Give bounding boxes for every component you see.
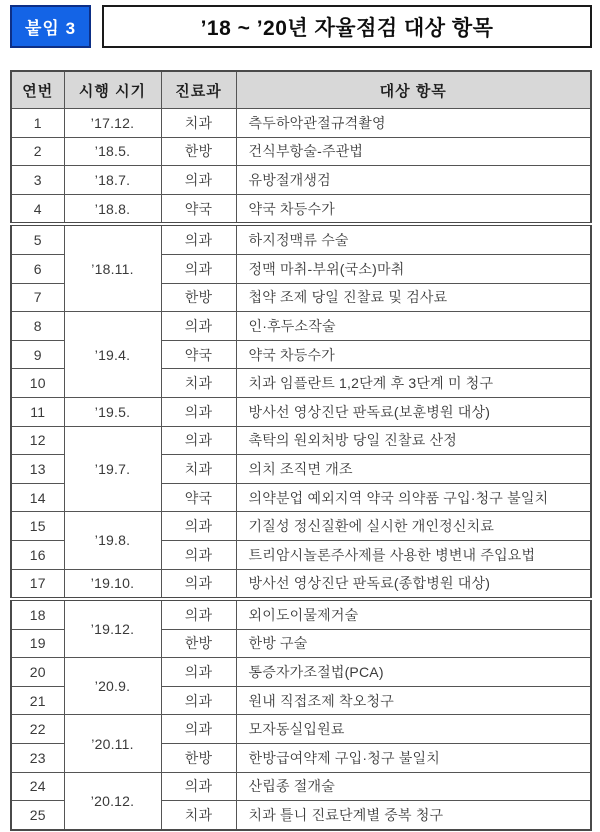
cell-item: 측두하악관절규격촬영 bbox=[236, 109, 591, 138]
cell-no: 7 bbox=[11, 283, 64, 312]
cell-dept: 의과 bbox=[161, 512, 236, 541]
cell-item: 모자동실입원료 bbox=[236, 715, 591, 744]
cell-item: 정맥 마취-부위(국소)마취 bbox=[236, 254, 591, 283]
cell-dept: 의과 bbox=[161, 540, 236, 569]
cell-period: ’17.12. bbox=[64, 109, 161, 138]
column-header-dept: 진료과 bbox=[161, 71, 236, 109]
cell-no: 17 bbox=[11, 569, 64, 599]
cell-dept: 의과 bbox=[161, 312, 236, 341]
cell-no: 21 bbox=[11, 686, 64, 715]
cell-period: ’20.9. bbox=[64, 658, 161, 715]
cell-dept: 의과 bbox=[161, 715, 236, 744]
cell-dept: 의과 bbox=[161, 224, 236, 254]
cell-period: ’19.12. bbox=[64, 599, 161, 658]
cell-dept: 의과 bbox=[161, 658, 236, 687]
cell-item: 약국 차등수가 bbox=[236, 340, 591, 369]
table-row bbox=[11, 137, 591, 166]
cell-item: 첩약 조제 당일 진찰료 및 검사료 bbox=[236, 283, 591, 312]
cell-no: 11 bbox=[11, 397, 64, 426]
cell-dept: 약국 bbox=[161, 483, 236, 512]
cell-dept: 의과 bbox=[161, 599, 236, 629]
table-header bbox=[11, 71, 591, 109]
table-header-row bbox=[11, 71, 591, 109]
cell-dept: 한방 bbox=[161, 137, 236, 166]
cell-no: 13 bbox=[11, 455, 64, 484]
column-header-no: 연번 bbox=[11, 71, 64, 109]
cell-item: 하지정맥류 수술 bbox=[236, 224, 591, 254]
cell-item: 인·후두소작술 bbox=[236, 312, 591, 341]
cell-item: 치과 틀니 진료단계별 중복 청구 bbox=[236, 801, 591, 830]
cell-dept: 한방 bbox=[161, 283, 236, 312]
cell-period: ’20.11. bbox=[64, 715, 161, 772]
table-row bbox=[11, 772, 591, 801]
table-row bbox=[11, 312, 591, 341]
cell-period: ’18.5. bbox=[64, 137, 161, 166]
cell-no: 1 bbox=[11, 109, 64, 138]
cell-dept: 치과 bbox=[161, 109, 236, 138]
cell-item: 건식부항술-주관법 bbox=[236, 137, 591, 166]
cell-no: 18 bbox=[11, 599, 64, 629]
cell-item: 의약분업 예외지역 약국 의약품 구입·청구 불일치 bbox=[236, 483, 591, 512]
cell-no: 3 bbox=[11, 166, 64, 195]
cell-dept: 의과 bbox=[161, 686, 236, 715]
table-row bbox=[11, 397, 591, 426]
cell-no: 2 bbox=[11, 137, 64, 166]
cell-no: 8 bbox=[11, 312, 64, 341]
cell-no: 15 bbox=[11, 512, 64, 541]
cell-dept: 의과 bbox=[161, 397, 236, 426]
cell-dept: 한방 bbox=[161, 629, 236, 658]
table-row bbox=[11, 512, 591, 541]
cell-item: 원내 직접조제 착오청구 bbox=[236, 686, 591, 715]
cell-no: 25 bbox=[11, 801, 64, 830]
cell-item: 유방절개생검 bbox=[236, 166, 591, 195]
cell-dept: 약국 bbox=[161, 340, 236, 369]
table-row bbox=[11, 224, 591, 254]
cell-period: ’18.7. bbox=[64, 166, 161, 195]
cell-no: 20 bbox=[11, 658, 64, 687]
cell-no: 23 bbox=[11, 744, 64, 773]
cell-no: 12 bbox=[11, 426, 64, 455]
cell-period: ’19.7. bbox=[64, 426, 161, 512]
cell-item: 한방 구술 bbox=[236, 629, 591, 658]
cell-dept: 약국 bbox=[161, 194, 236, 224]
table-row bbox=[11, 194, 591, 224]
cell-dept: 치과 bbox=[161, 801, 236, 830]
cell-dept: 의과 bbox=[161, 772, 236, 801]
cell-item: 통증자가조절법(PCA) bbox=[236, 658, 591, 687]
cell-period: ’19.4. bbox=[64, 312, 161, 398]
cell-item: 약국 차등수가 bbox=[236, 194, 591, 224]
column-header-item: 대상 항목 bbox=[236, 71, 591, 109]
cell-no: 16 bbox=[11, 540, 64, 569]
inspection-items-table bbox=[10, 70, 592, 831]
cell-item: 치과 임플란트 1,2단계 후 3단계 미 청구 bbox=[236, 369, 591, 398]
cell-dept: 치과 bbox=[161, 369, 236, 398]
column-header-period: 시행 시기 bbox=[64, 71, 161, 109]
table-row bbox=[11, 426, 591, 455]
table-row bbox=[11, 658, 591, 687]
attachment-badge: 붙임 3 bbox=[10, 5, 91, 48]
cell-period: ’18.11. bbox=[64, 224, 161, 311]
cell-period: ’19.10. bbox=[64, 569, 161, 599]
table-body bbox=[11, 109, 591, 830]
cell-no: 19 bbox=[11, 629, 64, 658]
cell-item: 의치 조직면 개조 bbox=[236, 455, 591, 484]
cell-period: ’18.8. bbox=[64, 194, 161, 224]
cell-item: 트리암시놀론주사제를 사용한 병변내 주입요법 bbox=[236, 540, 591, 569]
cell-dept: 의과 bbox=[161, 166, 236, 195]
cell-dept: 의과 bbox=[161, 569, 236, 599]
cell-dept: 치과 bbox=[161, 455, 236, 484]
table-row bbox=[11, 715, 591, 744]
cell-item: 방사선 영상진단 판독료(보훈병원 대상) bbox=[236, 397, 591, 426]
table-row bbox=[11, 569, 591, 599]
cell-dept: 의과 bbox=[161, 426, 236, 455]
document-header bbox=[0, 0, 600, 48]
cell-period: ’19.5. bbox=[64, 397, 161, 426]
cell-item: 산립종 절개술 bbox=[236, 772, 591, 801]
cell-no: 10 bbox=[11, 369, 64, 398]
cell-no: 24 bbox=[11, 772, 64, 801]
table-row bbox=[11, 166, 591, 195]
cell-period: ’20.12. bbox=[64, 772, 161, 830]
table-row bbox=[11, 109, 591, 138]
cell-period: ’19.8. bbox=[64, 512, 161, 569]
cell-dept: 의과 bbox=[161, 254, 236, 283]
cell-dept: 한방 bbox=[161, 744, 236, 773]
cell-no: 9 bbox=[11, 340, 64, 369]
cell-item: 한방급여약제 구입·청구 불일치 bbox=[236, 744, 591, 773]
page-title: ’18 ~ ’20년 자율점검 대상 항목 bbox=[102, 5, 592, 48]
table-row bbox=[11, 599, 591, 629]
cell-item: 촉탁의 원외처방 당일 진찰료 산정 bbox=[236, 426, 591, 455]
cell-item: 방사선 영상진단 판독료(종합병원 대상) bbox=[236, 569, 591, 599]
cell-item: 기질성 정신질환에 실시한 개인정신치료 bbox=[236, 512, 591, 541]
cell-no: 5 bbox=[11, 224, 64, 254]
cell-no: 22 bbox=[11, 715, 64, 744]
cell-no: 4 bbox=[11, 194, 64, 224]
cell-no: 14 bbox=[11, 483, 64, 512]
cell-no: 6 bbox=[11, 254, 64, 283]
cell-item: 외이도이물제거술 bbox=[236, 599, 591, 629]
